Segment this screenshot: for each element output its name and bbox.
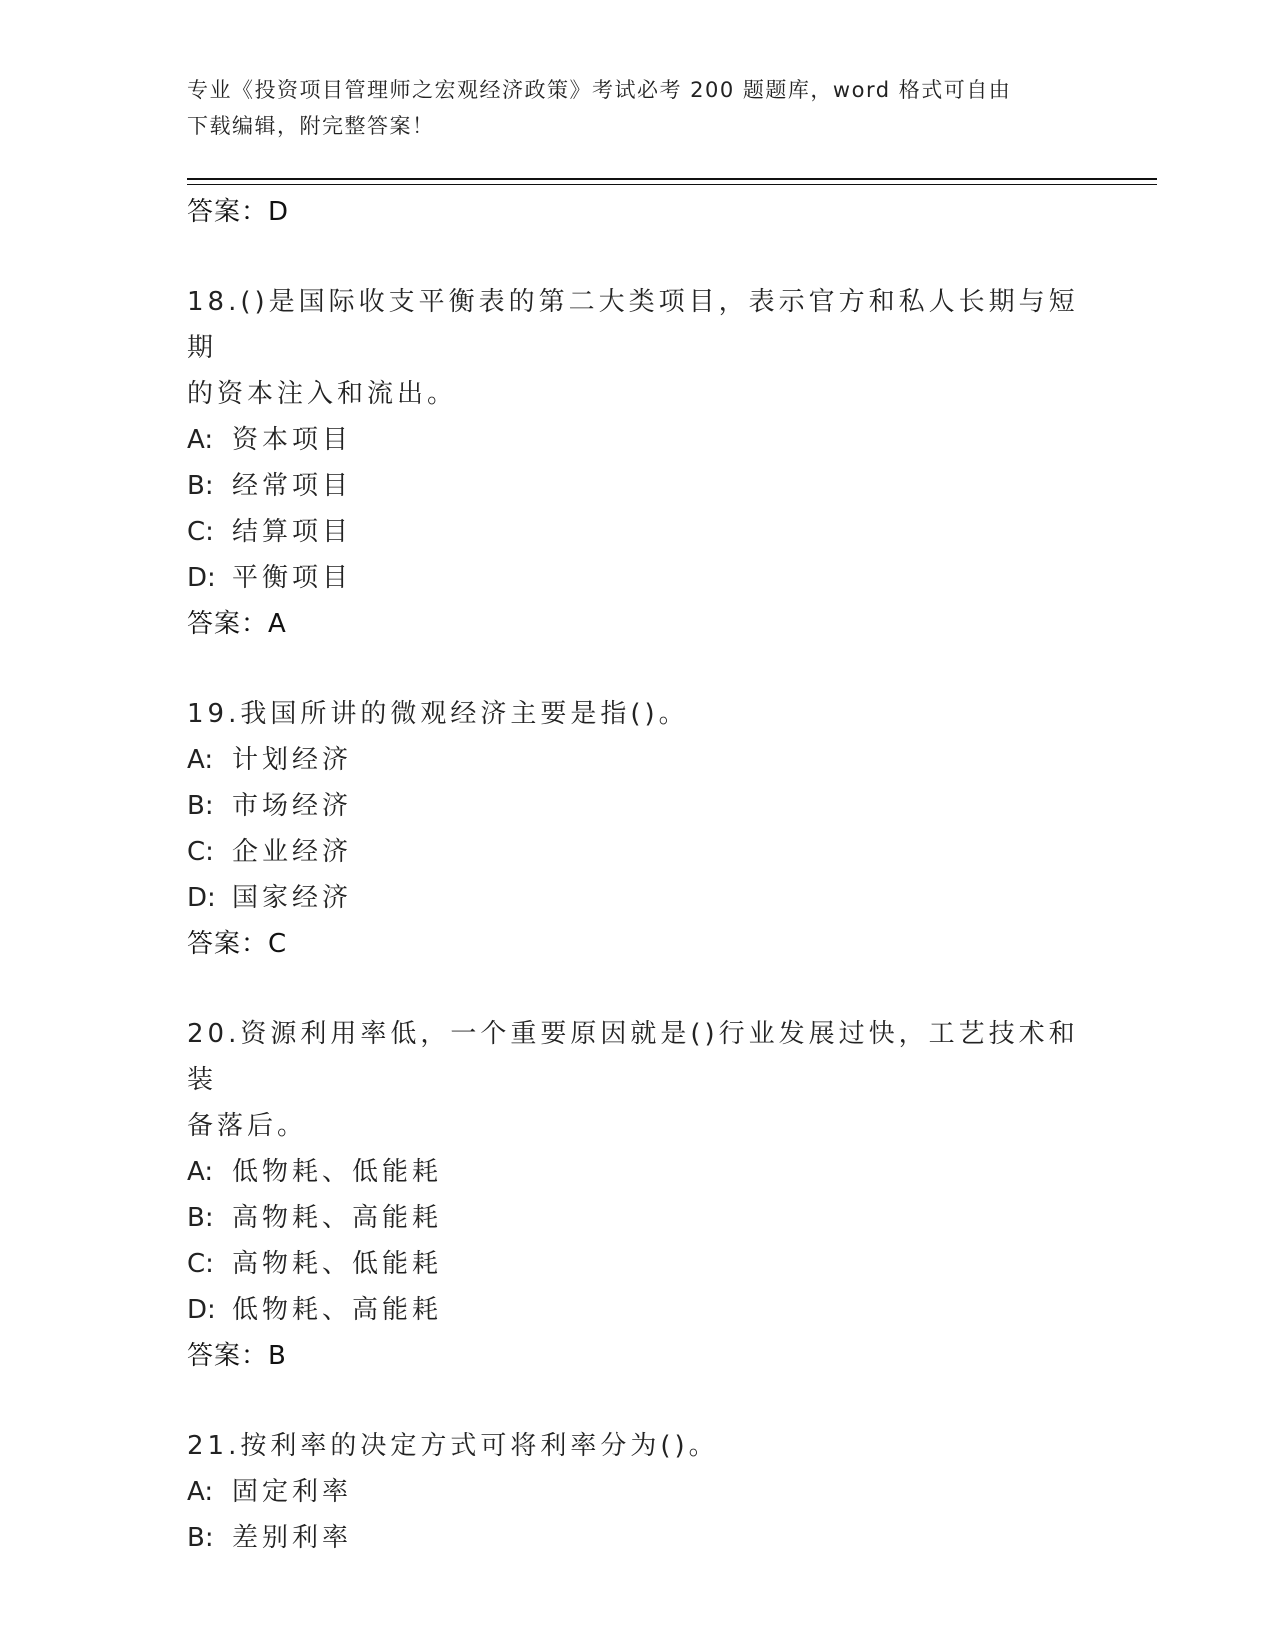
- question-text-continued: 的资本注入和流出。: [187, 379, 458, 409]
- option-c: [187, 829, 1087, 875]
- header-line-2: 下载编辑，附完整答案！: [187, 114, 435, 138]
- option-a: [187, 1469, 1087, 1515]
- answer-line: 答案：A: [187, 609, 287, 639]
- answer-line: 答案：C: [187, 929, 288, 959]
- question-block: [187, 1423, 1087, 1561]
- option-text: 固定利率: [232, 1477, 353, 1507]
- option-d: [187, 875, 1087, 921]
- option-text: 低物耗、低能耗: [232, 1157, 443, 1187]
- option-text: 高物耗、高能耗: [232, 1203, 443, 1233]
- option-letter: B:: [187, 791, 214, 821]
- option-letter: D:: [187, 1295, 216, 1325]
- option-letter: C:: [187, 837, 214, 867]
- option-b: [187, 783, 1087, 829]
- option-letter: A:: [187, 745, 214, 775]
- question-list: [187, 189, 1087, 1561]
- option-d: [187, 555, 1087, 601]
- option-b: [187, 1515, 1087, 1561]
- header-divider-thin: [187, 184, 1157, 185]
- option-letter: D:: [187, 563, 216, 593]
- option-text: 差别利率: [232, 1523, 353, 1553]
- option-text: 结算项目: [232, 517, 353, 547]
- question-text: 21.按利率的决定方式可将利率分为()。: [187, 1431, 719, 1461]
- option-letter: C:: [187, 1249, 214, 1279]
- option-letter: C:: [187, 517, 214, 547]
- option-text: 计划经济: [232, 745, 353, 775]
- option-letter: D:: [187, 883, 216, 913]
- option-text: 国家经济: [232, 883, 353, 913]
- option-a: [187, 417, 1087, 463]
- question-text: 20.资源利用率低，一个重要原因就是()行业发展过快，工艺技术和装: [187, 1019, 1079, 1095]
- question-block: [187, 1011, 1087, 1379]
- option-letter: B:: [187, 1203, 214, 1233]
- option-text: 平衡项目: [232, 563, 353, 593]
- question-text: 19.我国所讲的微观经济主要是指()。: [187, 699, 689, 729]
- option-text: 资本项目: [232, 425, 353, 455]
- option-c: [187, 509, 1087, 555]
- option-letter: A:: [187, 425, 214, 455]
- option-letter: A:: [187, 1157, 214, 1187]
- option-text: 经常项目: [232, 471, 353, 501]
- option-b: [187, 463, 1087, 509]
- question-block: [187, 691, 1087, 967]
- header-divider: [187, 178, 1157, 180]
- question-block: [187, 279, 1087, 647]
- header-line-1: 专业《投资项目管理师之宏观经济政策》考试必考 200 题题库，word 格式可自由: [187, 78, 1012, 102]
- option-c: [187, 1241, 1087, 1287]
- option-text: 市场经济: [232, 791, 353, 821]
- option-a: [187, 737, 1087, 783]
- option-letter: B:: [187, 471, 214, 501]
- option-letter: A:: [187, 1477, 214, 1507]
- question-text-continued: 备落后。: [187, 1111, 308, 1141]
- option-a: [187, 1149, 1087, 1195]
- answer-line: 答案：D: [187, 197, 290, 227]
- option-letter: B:: [187, 1523, 214, 1553]
- option-text: 低物耗、高能耗: [232, 1295, 443, 1325]
- option-b: [187, 1195, 1087, 1241]
- question-text: 18.()是国际收支平衡表的第二大类项目，表示官方和私人长期与短期: [187, 287, 1079, 363]
- option-text: 企业经济: [232, 837, 353, 867]
- document-header: [187, 72, 1067, 144]
- option-d: [187, 1287, 1087, 1333]
- option-text: 高物耗、低能耗: [232, 1249, 443, 1279]
- answer-line: 答案：B: [187, 1341, 287, 1371]
